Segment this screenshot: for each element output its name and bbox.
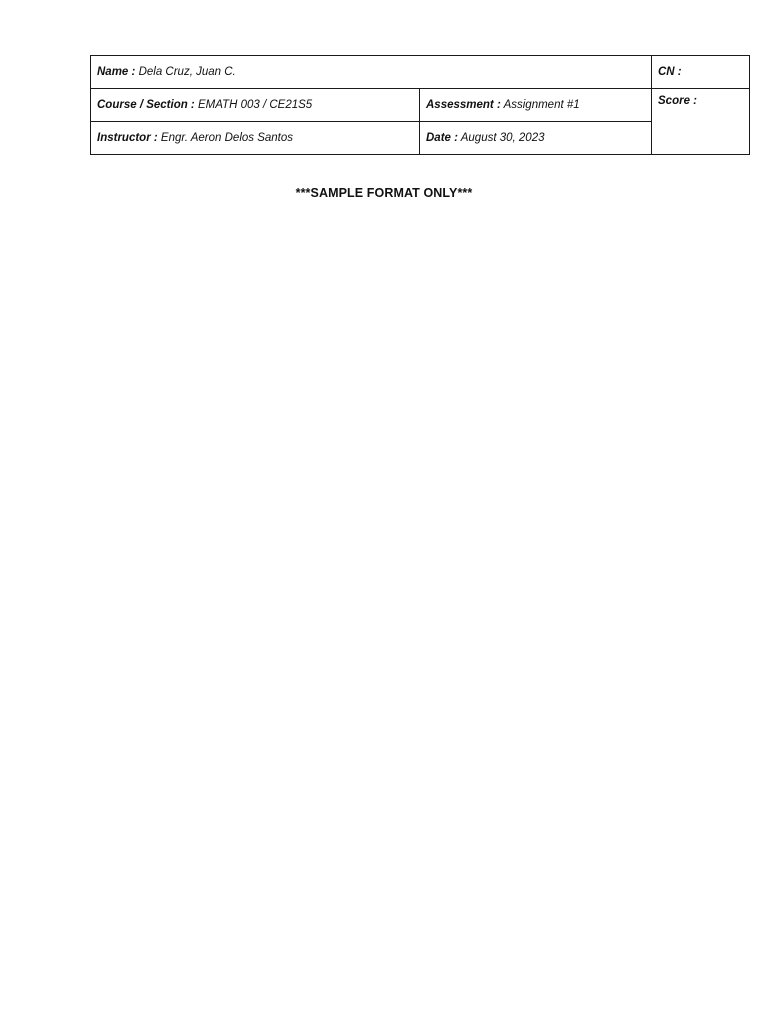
score-label: Score : [658, 95, 697, 107]
instructor-label: Instructor : [97, 132, 158, 144]
cn-label: CN : [658, 66, 682, 78]
name-value: Dela Cruz, Juan C. [138, 66, 236, 78]
course-section-label: Course / Section : [97, 99, 195, 111]
assessment-cell [420, 89, 652, 122]
date-cell [420, 122, 652, 155]
instructor-cell [91, 122, 420, 155]
date-label: Date : [426, 132, 458, 144]
name-cell [91, 56, 652, 89]
name-label: Name : [97, 66, 136, 78]
date-value: August 30, 2023 [460, 132, 545, 144]
instructor-value: Engr. Aeron Delos Santos [160, 132, 294, 144]
course-section-cell [91, 89, 420, 122]
assignment-header-table [90, 55, 750, 155]
course-section-value: EMATH 003 / CE21S5 [197, 99, 313, 111]
cn-cell [652, 56, 750, 89]
assessment-label: Assessment : [426, 99, 501, 111]
sample-format-note: ***SAMPLE FORMAT ONLY*** [295, 186, 473, 200]
assessment-value: Assignment #1 [503, 99, 580, 111]
score-cell [652, 89, 750, 155]
